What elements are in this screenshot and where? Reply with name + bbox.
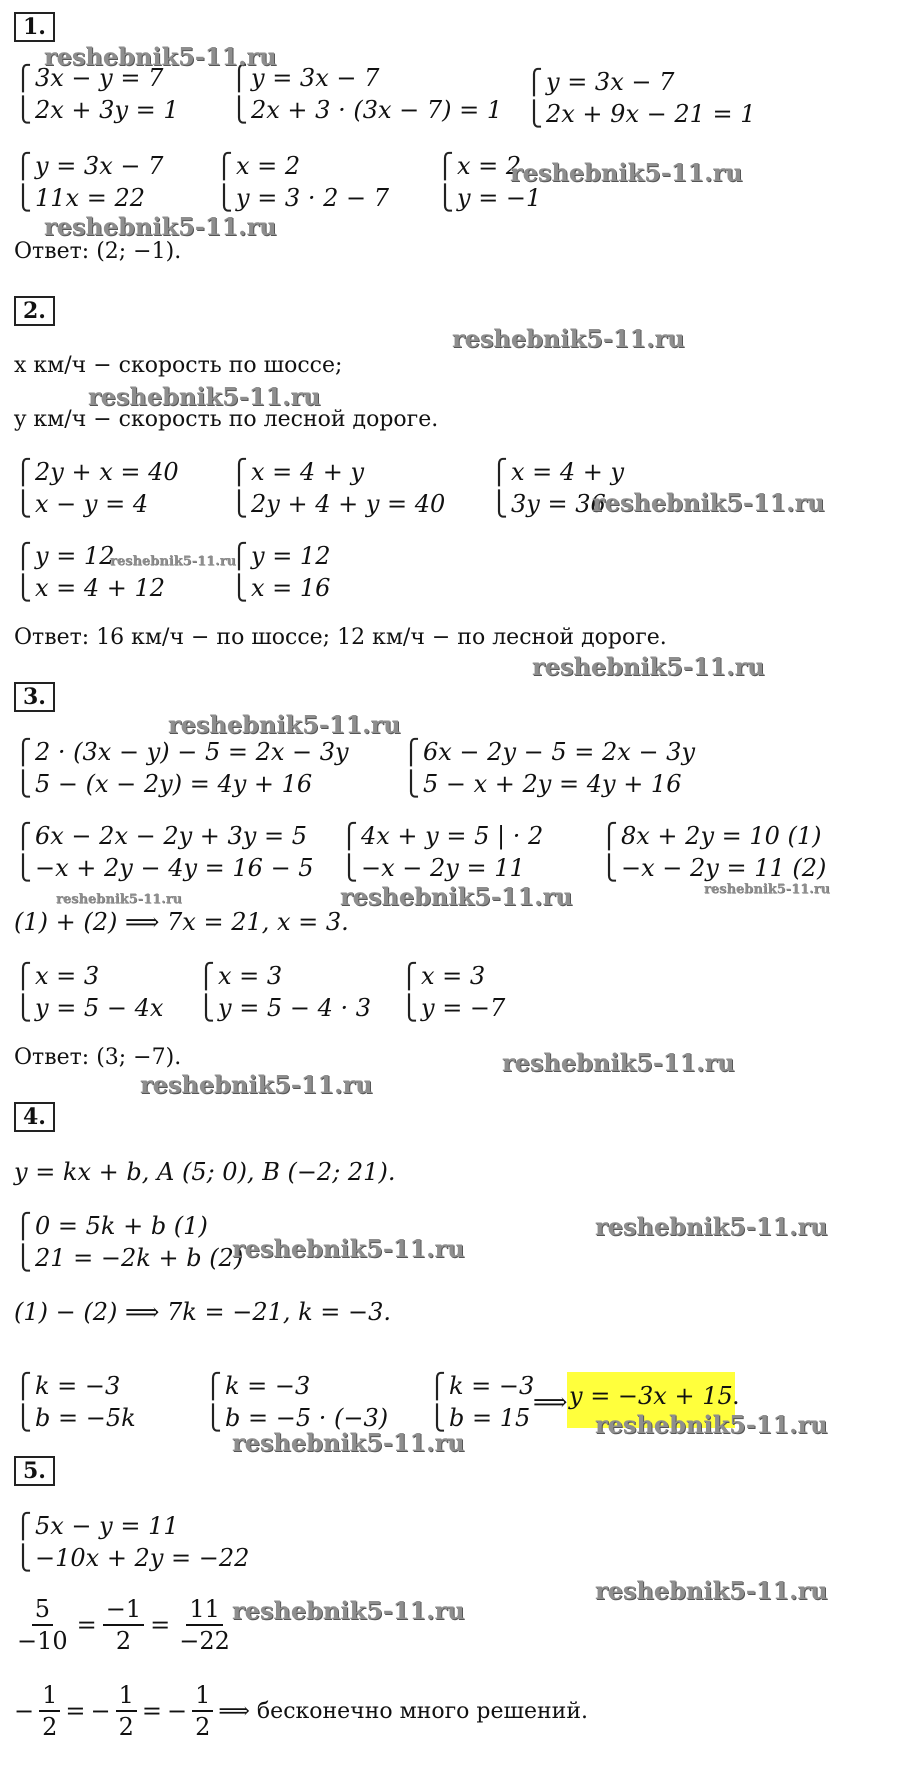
fraction: $\frac{11}{-22}$ [179, 1595, 230, 1655]
system-4-1: ⎧ ⎩ 0 = 5k + b (1) 21 = −2k + b (2) [14, 1212, 244, 1272]
watermark: reshebnik5-11.ru [595, 1212, 828, 1241]
system-1-3: ⎧ ⎩ y = 3x − 7 2x + 9x − 21 = 1 [525, 68, 756, 128]
task-number-2: 2. [14, 296, 55, 326]
ratio-equality: $\frac{5}{-10}$ = $\frac{-1}{2}$ = $\frac{11}{-22}$ [14, 1594, 233, 1656]
variable-definition-x: x км/ч − скорость по шоссе; [14, 353, 343, 378]
equation: x = 4 + 12 [35, 574, 166, 602]
equation: 21 = −2k + b (2) [35, 1244, 244, 1272]
answer-3: Ответ: (3; −7). [14, 1045, 182, 1070]
system-1-2: ⎧ ⎩ y = 3x − 7 2x + 3 · (3x − 7) = 1 [230, 64, 503, 124]
system-3-1: ⎧ ⎩ 2 · (3x − y) − 5 = 2x − 3y 5 − (x − 2y) = 4y + 16 [14, 738, 349, 798]
system-3-7: ⎧ ⎩ x = 3 y = 5 − 4 · 3 [197, 962, 371, 1022]
equation: y = 3x − 7 [251, 64, 380, 92]
watermark: reshebnik5-11.ru [232, 1428, 465, 1457]
equation: 5 − (x − 2y) = 4y + 16 [35, 770, 313, 798]
equation: y = 3 · 2 − 7 [236, 184, 389, 212]
step-3: (1) + (2) ⟹ 7x = 21, x = 3. [14, 908, 349, 936]
equation: y = 12 [251, 542, 331, 570]
equation: b = 15 [449, 1404, 531, 1432]
equation: k = −3 [449, 1372, 535, 1400]
task-number-3: 3. [14, 682, 55, 712]
watermark: reshebnik5-11.ru [510, 158, 743, 187]
result-period: . [732, 1382, 740, 1410]
conclusion-text: ⟹ бесконечно много решений. [218, 1698, 588, 1724]
fraction: $\frac{1}{2}$ [116, 1680, 137, 1742]
watermark: reshebnik5-11.ru [140, 1070, 373, 1099]
watermark: reshebnik5-11.ru [232, 1234, 465, 1263]
watermark: reshebnik5-11.ru [592, 488, 825, 517]
equation: 3y = 36 [511, 490, 606, 518]
equation: y = 3x − 7 [546, 68, 675, 96]
system-1-6: ⎧ ⎩ x = 2 y = −1 [436, 152, 542, 212]
equation: x = 3 [218, 962, 283, 990]
system-2-2: ⎧ ⎩ x = 4 + y 2y + 4 + y = 40 [230, 458, 446, 518]
equation: x = 2 [236, 152, 301, 180]
watermark: reshebnik5-11.ru [502, 1048, 735, 1077]
system-3-2: ⎧ ⎩ 6x − 2y − 5 = 2x − 3y 5 − x + 2y = 4y + 16 [402, 738, 696, 798]
answer-2: Ответ: 16 км/ч − по шоссе; 12 км/ч − по лесной дороге. [14, 625, 667, 650]
system-2-5: ⎧ ⎩ y = 12 x = 16 [230, 542, 331, 602]
function-and-points: y = kx + b, A (5; 0), B (−2; 21). [14, 1158, 396, 1186]
task-number-1: 1. [14, 12, 55, 42]
system-2-1: ⎧ ⎩ 2y + x = 40 x − y = 4 [14, 458, 179, 518]
equation: y = 5 − 4x [35, 994, 164, 1022]
equation: 0 = 5k + b (1) [35, 1212, 208, 1240]
system-4-2: ⎧ ⎩ k = −3 b = −5k [14, 1372, 136, 1432]
watermark: reshebnik5-11.ru [704, 882, 831, 897]
equation: 5 − x + 2y = 4y + 16 [423, 770, 682, 798]
system-2-4: ⎧ ⎩ y = 12 x = 4 + 12 [14, 542, 166, 602]
equation: −x − 2y = 11 [361, 854, 525, 882]
watermark: reshebnik5-11.ru [232, 1596, 465, 1625]
system-4-3: ⎧ ⎩ k = −3 b = −5 · (−3) [204, 1372, 389, 1432]
watermark: reshebnik5-11.ru [595, 1410, 828, 1439]
watermark: reshebnik5-11.ru [44, 212, 277, 241]
watermark: reshebnik5-11.ru [56, 892, 183, 907]
system-3-6: ⎧ ⎩ x = 3 y = 5 − 4x [14, 962, 164, 1022]
equation: x = 3 [421, 962, 486, 990]
watermark: reshebnik5-11.ru [110, 554, 237, 569]
equation: 2 · (3x − y) − 5 = 2x − 3y [35, 738, 349, 766]
equation: 2x + 9x − 21 = 1 [546, 100, 756, 128]
equation: 4x + y = 5 | · 2 [361, 822, 544, 850]
equation: 6x − 2x − 2y + 3y = 5 [35, 822, 308, 850]
system-4-4: ⎧ ⎩ k = −3 b = 15 [428, 1372, 535, 1432]
equation: x = 2 [457, 152, 522, 180]
system-3-5: ⎧ ⎩ 8x + 2y = 10 (1) −x − 2y = 11 (2) [600, 822, 827, 882]
watermark: reshebnik5-11.ru [168, 710, 401, 739]
implies-arrow: ⟹ [533, 1388, 568, 1416]
task-number-5: 5. [14, 1456, 55, 1486]
system-3-3: ⎧ ⎩ 6x − 2x − 2y + 3y = 5 −x + 2y − 4y = 16 − 5 [14, 822, 314, 882]
equation: y = −1 [457, 184, 542, 212]
watermark: reshebnik5-11.ru [88, 382, 321, 411]
highlighted-result: y = −3x + 15 [567, 1372, 735, 1428]
equation: y = 12 [35, 542, 115, 570]
system-1-1: ⎧ ⎩ 3x − y = 7 2x + 3y = 1 [14, 64, 179, 124]
system-5-1: ⎧ ⎩ 5x − y = 11 −10x + 2y = −22 [14, 1512, 250, 1572]
equation: 8x + 2y = 10 (1) [621, 822, 822, 850]
equation: 5x − y = 11 [35, 1512, 179, 1540]
equation: b = −5k [35, 1404, 136, 1432]
equation: −10x + 2y = −22 [35, 1544, 250, 1572]
equation: k = −3 [35, 1372, 121, 1400]
equation: y = −7 [421, 994, 506, 1022]
watermark: reshebnik5-11.ru [44, 42, 277, 71]
system-3-4: ⎧ ⎩ 4x + y = 5 | · 2 −x − 2y = 11 [340, 822, 544, 882]
equation: y = 5 − 4 · 3 [218, 994, 371, 1022]
watermark: reshebnik5-11.ru [595, 1576, 828, 1605]
conclusion-line: − $\frac{1}{2}$ = − $\frac{1}{2}$ = − $\frac{1}{2}$ ⟹ бесконечно много решений. [14, 1681, 588, 1741]
equation: k = −3 [225, 1372, 311, 1400]
step-4: (1) − (2) ⟹ 7k = −21, k = −3. [14, 1298, 392, 1326]
equation: 2x + 3y = 1 [35, 96, 179, 124]
equation: 2x + 3 · (3x − 7) = 1 [251, 96, 503, 124]
system-1-4: ⎧ ⎩ y = 3x − 7 11x = 22 [14, 152, 164, 212]
fraction: $\frac{5}{-10}$ [17, 1595, 68, 1655]
equation: 11x = 22 [35, 184, 145, 212]
task-number-4: 4. [14, 1102, 55, 1132]
equation: x = 4 + y [251, 458, 365, 486]
equation: 6x − 2y − 5 = 2x − 3y [423, 738, 696, 766]
equation: x − y = 4 [35, 490, 149, 518]
equation: 3x − y = 7 [35, 64, 164, 92]
equation: y = 3x − 7 [35, 152, 164, 180]
equation: x = 4 + y [511, 458, 625, 486]
watermark: reshebnik5-11.ru [340, 882, 573, 911]
system-1-5: ⎧ ⎩ x = 2 y = 3 · 2 − 7 [215, 152, 389, 212]
equation: 2y + x = 40 [35, 458, 179, 486]
watermark: reshebnik5-11.ru [532, 652, 765, 681]
watermark: reshebnik5-11.ru [452, 324, 685, 353]
equation: −x − 2y = 11 (2) [621, 854, 827, 882]
equation: x = 3 [35, 962, 100, 990]
equation: −x + 2y − 4y = 16 − 5 [35, 854, 314, 882]
equation: 2y + 4 + y = 40 [251, 490, 446, 518]
fraction: $\frac{1}{2}$ [39, 1680, 60, 1742]
system-3-8: ⎧ ⎩ x = 3 y = −7 [400, 962, 506, 1022]
equation: x = 16 [251, 574, 331, 602]
equation: b = −5 · (−3) [225, 1404, 389, 1432]
system-2-3: ⎧ ⎩ x = 4 + y 3y = 36 [490, 458, 625, 518]
variable-definition-y: y км/ч − скорость по лесной дороге. [14, 407, 439, 432]
fraction: $\frac{-1}{2}$ [103, 1594, 144, 1656]
fraction: $\frac{1}{2}$ [192, 1680, 213, 1742]
answer-1: Ответ: (2; −1). [14, 239, 182, 264]
